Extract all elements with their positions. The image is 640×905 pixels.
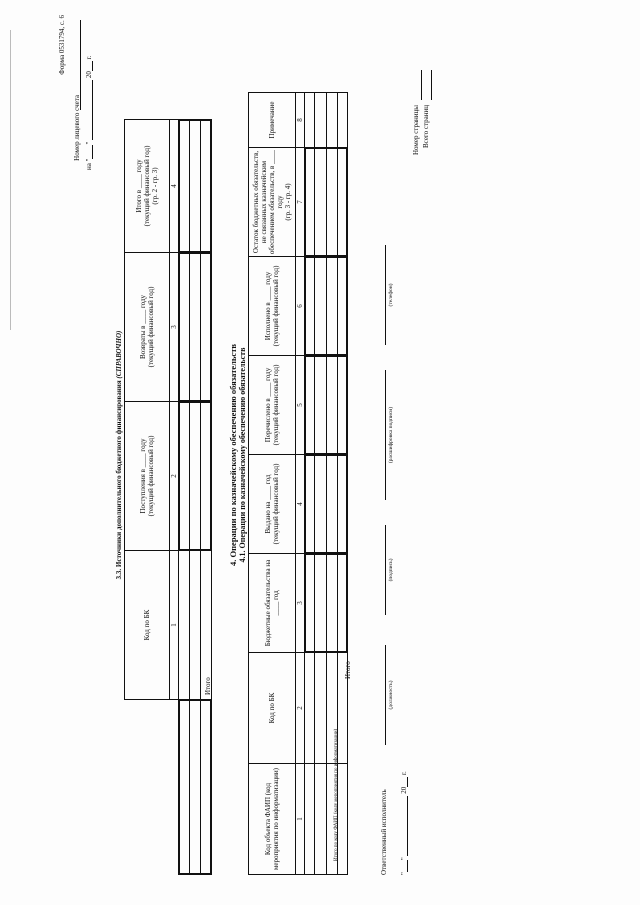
t41-total-label: Итого: [344, 661, 352, 679]
section-3-3-title: [115, 205, 123, 705]
t41-header-note-text: Примечание: [268, 101, 276, 139]
section-3-3-title-note: (СПРАВОЧНО): [115, 330, 123, 379]
name-line[interactable]: [385, 370, 386, 500]
t41-num-6: 6: [295, 256, 305, 356]
signature-caption: (подпись): [388, 558, 394, 582]
account-number-label: Номер лицевого счета: [73, 95, 81, 161]
t33-header-receipts-sub: (текущий финансовый год): [147, 435, 155, 517]
t33-header-receipts-text: Поступления в ____ году: [139, 438, 147, 514]
footer-date: "" 20 г.: [400, 771, 408, 875]
t41-header-obligations-text: Бюджетные обязательства на ____ год: [264, 559, 280, 647]
form-code: Форма 0531794, с. 6: [58, 15, 66, 75]
position-caption: (должность): [388, 680, 394, 710]
total-pages-field[interactable]: [423, 70, 432, 100]
t41-header-issued-text: Выдано на ____ год: [264, 474, 272, 534]
t41-header-faip: [248, 763, 296, 875]
t33-num-4: 4: [169, 119, 179, 253]
t41-header-remaining-text: Остаток бюджетных обязательств, не связанных казначейским обеспечением обязательств, в ____ году: [252, 149, 284, 255]
t41-num-4: 4: [295, 454, 305, 554]
header-date-year: 20: [85, 71, 93, 79]
t41-subtotal-label: Итого по коду ФАИП (коду мероприятия по информатизации): [334, 728, 339, 861]
t41-num-3: 3: [295, 553, 305, 653]
footer-date-prefix: ": [400, 872, 408, 875]
t41-header-issued-sub: (текущий финансовый год): [272, 463, 280, 545]
footer-date-suffix: г.: [400, 771, 408, 776]
t41-header-transferred-sub: (текущий финансовый год): [272, 364, 280, 446]
t41-header-faip-text: Код объекта ФАИП (код мероприятия по информатизации): [264, 768, 280, 870]
section-4-1-subtitle: 4.1. Операции по казначейскому обеспечению обязательств: [238, 347, 247, 563]
t41-num-1: 1: [295, 763, 305, 875]
page-number-field[interactable]: [413, 70, 422, 100]
total-pages-label: Всего страниц: [422, 105, 430, 149]
t33-data-cell-4[interactable]: [178, 119, 212, 253]
t33-header-total-text: Итого в ____ году: [135, 159, 143, 213]
t33-total-row-left: [178, 699, 212, 875]
t41-header-executed: [248, 256, 296, 356]
t33-header-code: [124, 550, 170, 700]
t41-header-executed-text: Исполнено в ____ году: [264, 271, 272, 341]
executor-label: Ответственный исполнитель: [380, 789, 388, 875]
t33-data-cell-3[interactable]: [178, 252, 212, 402]
t33-num-1: 1: [169, 550, 179, 700]
t33-header-receipts: [124, 401, 170, 551]
t41-num-5: 5: [295, 355, 305, 455]
t33-header-total-formula: (гр. 2 - гр. 3): [151, 167, 159, 205]
t33-total-label: Итого: [204, 677, 212, 695]
t33-header-total: [124, 119, 170, 253]
t33-num-2: 2: [169, 401, 179, 551]
t41-header-transferred: [248, 355, 296, 455]
signature-line[interactable]: [385, 525, 386, 615]
position-line[interactable]: [385, 645, 386, 745]
section-3-3-title-text: 3.3. Источники дополнительного бюджетного финансирования: [115, 380, 123, 580]
t33-header-total-sub: (текущий финансовый год): [143, 145, 151, 227]
t33-header-returns: [124, 252, 170, 402]
t33-num-3: 3: [169, 252, 179, 402]
footer-date-year: 20: [400, 786, 408, 794]
header-date-prefix: на ": [85, 158, 93, 170]
t41-num-7: 7: [295, 147, 305, 257]
t33-header-returns-text: Возвраты в ____ году: [139, 294, 147, 360]
header-date-suffix: г.: [85, 55, 93, 60]
t41-row-separator-1: [314, 92, 315, 875]
t41-num-8: 8: [295, 92, 305, 148]
t41-header-note: [248, 92, 296, 148]
t33-header-returns-sub: (текущий финансовый год): [147, 286, 155, 368]
phone-caption: (телефон): [388, 283, 394, 307]
header-date: на "" 20 г.: [85, 55, 93, 170]
t33-row-separator-2: [200, 119, 201, 875]
t41-header-remaining-formula: (гр. 3 - гр. 4): [284, 183, 292, 221]
section-4-title: 4. Операции по казначейскому обеспечению обязательств: [228, 344, 238, 566]
t41-header-executed-sub: (текущий финансовый год): [272, 265, 280, 347]
t33-header-code-text: Код по БК: [143, 609, 151, 641]
phone-line[interactable]: [385, 245, 386, 345]
t41-header-code: [248, 652, 296, 764]
t41-header-code-text: Код по БК: [268, 692, 276, 724]
t41-header-issued: [248, 454, 296, 554]
t33-row-separator-1: [189, 119, 190, 875]
name-caption: (расшифровка подписи): [388, 406, 394, 464]
t41-header-remaining: [248, 147, 296, 257]
account-number-field[interactable]: [70, 20, 81, 110]
page-number-label: Номер страницы: [412, 105, 420, 156]
t41-header-obligations: [248, 553, 296, 653]
t41-header-transferred-text: Перечислено в ____ году: [264, 367, 272, 443]
t41-row-separator-2: [326, 92, 327, 875]
t33-data-cell-2[interactable]: [178, 401, 212, 551]
t41-num-2: 2: [295, 652, 305, 764]
